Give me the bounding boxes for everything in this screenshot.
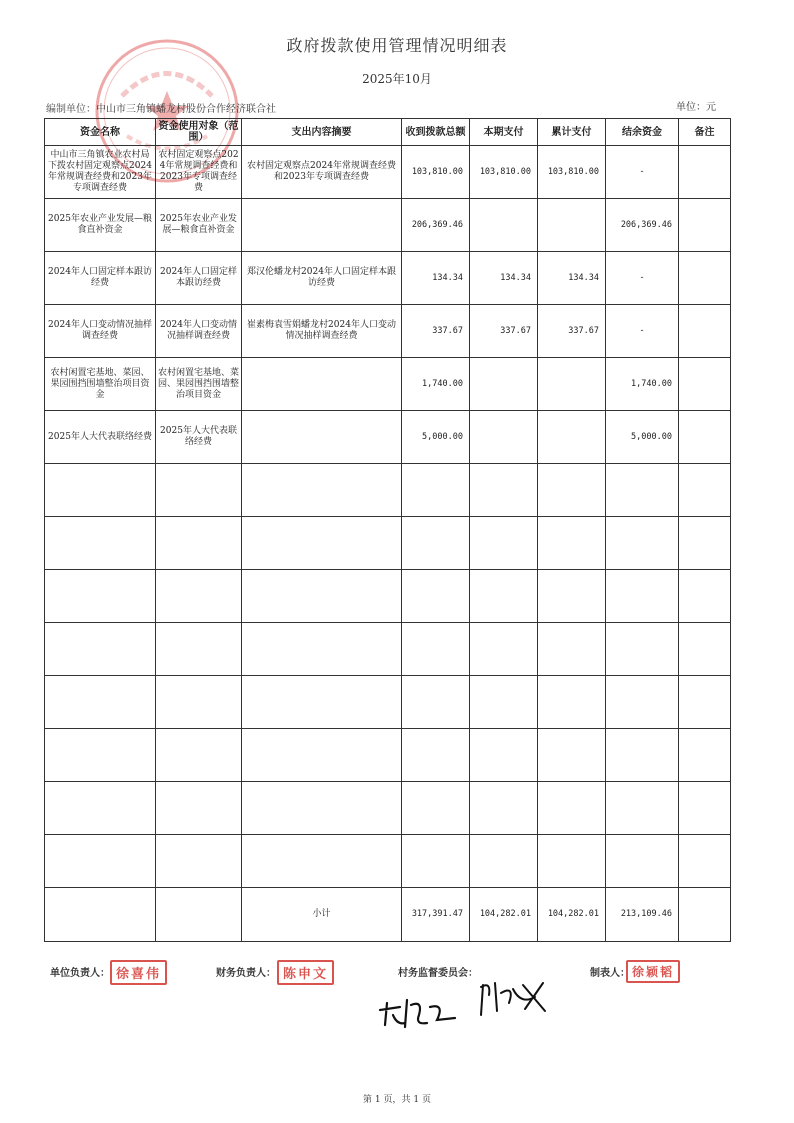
cell-cumulative: 337.67 [538,305,606,358]
unit-head-label: 单位负责人： [50,968,110,979]
preparer-stamp: 徐颖韬 [626,960,680,983]
cell-balance: - [606,252,679,305]
cell-received: 206,369.46 [402,199,470,252]
cell-received: 1,740.00 [402,358,470,411]
cell-scope: 农村闲置宅基地、菜园、果园围挡围墙整治项目资金 [156,358,242,411]
cell-note [679,358,731,411]
cell-balance: 5,000.00 [606,411,679,464]
table-row [45,305,731,358]
empty-row [45,835,731,888]
cell-received: 5,000.00 [402,411,470,464]
cell-note [679,199,731,252]
cell-note [679,146,731,199]
table-row [45,411,731,464]
funds-table [44,118,731,942]
unit-label: 单位：元 [676,102,716,113]
header-received: 收到拨款总额 [402,119,470,146]
finance-label: 财务负责人： [216,968,276,979]
cell-current [470,358,538,411]
header-current: 本期支付 [470,119,538,146]
table-row [45,199,731,252]
preparer-label: 制表人： [590,968,630,979]
subtotal-row [45,888,731,942]
finance-stamp: 陈申文 [277,960,334,985]
cell-received: 337.67 [402,305,470,358]
empty-row [45,570,731,623]
supervision-label: 村务监督委员会： [398,968,478,979]
cell-scope: 2025年农业产业发展—粮食直补资金 [156,199,242,252]
page-number: 第 1 页，共 1 页 [363,1095,431,1105]
empty-row [45,729,731,782]
empty-row [45,676,731,729]
cell-note [679,305,731,358]
empty-row [45,517,731,570]
cell-fund-name: 农村闲置宅基地、菜园、果园围挡围墙整治项目资金 [45,358,156,411]
cell-cumulative: 103,810.00 [538,146,606,199]
subtotal-label: 小计 [242,888,402,942]
cell-balance: - [606,305,679,358]
table-row [45,358,731,411]
handwritten-signature-1 [375,985,465,1035]
cell-fund-name: 2025年农业产业发展—粮食直补资金 [45,199,156,252]
cell-scope: 2024年人口变动情况抽样调查经费 [156,305,242,358]
cell-cumulative [538,199,606,252]
header-note: 备注 [679,119,731,146]
handwritten-signature-2 [475,975,555,1020]
header-cumulative: 累计支付 [538,119,606,146]
cell-summary: 农村固定观察点2024年常规调查经费和2023年专项调查经费 [242,146,402,199]
cell-summary: 郑汉伦蟠龙村2024年人口固定样本跟访经费 [242,252,402,305]
document-title: 政府拨款使用管理情况明细表 [286,36,508,55]
organization-line [46,100,276,115]
cell-scope: 2024年人口固定样本跟访经费 [156,252,242,305]
header-balance: 结余资金 [606,119,679,146]
cell-scope: 农村固定观察点2024年常规调查经费和2023年专项调查经费 [156,146,242,199]
subtotal-cumulative: 104,282.01 [538,888,606,942]
header-fund-name: 资金名称 [45,119,156,146]
table-header-row [45,119,731,146]
cell-fund-name: 中山市三角镇农业农村局下拨农村固定观察点2024年常规调查经费和2023年专项调查经费 [45,146,156,199]
cell-received: 103,810.00 [402,146,470,199]
cell-summary [242,411,402,464]
report-period: 2025年10月 [362,72,432,86]
cell-current: 134.34 [470,252,538,305]
cell-balance: 206,369.46 [606,199,679,252]
cell-summary [242,358,402,411]
cell-current [470,411,538,464]
empty-row [45,623,731,676]
table-row [45,252,731,305]
cell-cumulative [538,358,606,411]
cell-summary [242,199,402,252]
cell-summary: 崔素梅袁雪娟蟠龙村2024年人口变动情况抽样调查经费 [242,305,402,358]
cell-fund-name: 2024年人口固定样本跟访经费 [45,252,156,305]
empty-row [45,782,731,835]
cell-cumulative: 134.34 [538,252,606,305]
cell-note [679,252,731,305]
cell-current [470,199,538,252]
cell-current: 337.67 [470,305,538,358]
cell-balance: 1,740.00 [606,358,679,411]
cell-note [679,411,731,464]
subtotal-balance: 213,109.46 [606,888,679,942]
cell-fund-name: 2024年人口变动情况抽样调查经费 [45,305,156,358]
subtotal-received: 317,391.47 [402,888,470,942]
unit-head-stamp: 徐喜伟 [110,960,167,985]
cell-scope: 2025年人大代表联络经费 [156,411,242,464]
cell-received: 134.34 [402,252,470,305]
subtotal-current: 104,282.01 [470,888,538,942]
org-label: 编制单位： [46,104,96,115]
cell-fund-name: 2025年人大代表联络经费 [45,411,156,464]
org-name: 中山市三角镇蟠龙村股份合作经济联合社 [96,104,276,115]
header-scope: 资金使用对象（范围） [156,119,242,146]
table-row [45,146,731,199]
cell-balance: - [606,146,679,199]
empty-row [45,464,731,517]
cell-current: 103,810.00 [470,146,538,199]
header-summary: 支出内容摘要 [242,119,402,146]
cell-cumulative [538,411,606,464]
